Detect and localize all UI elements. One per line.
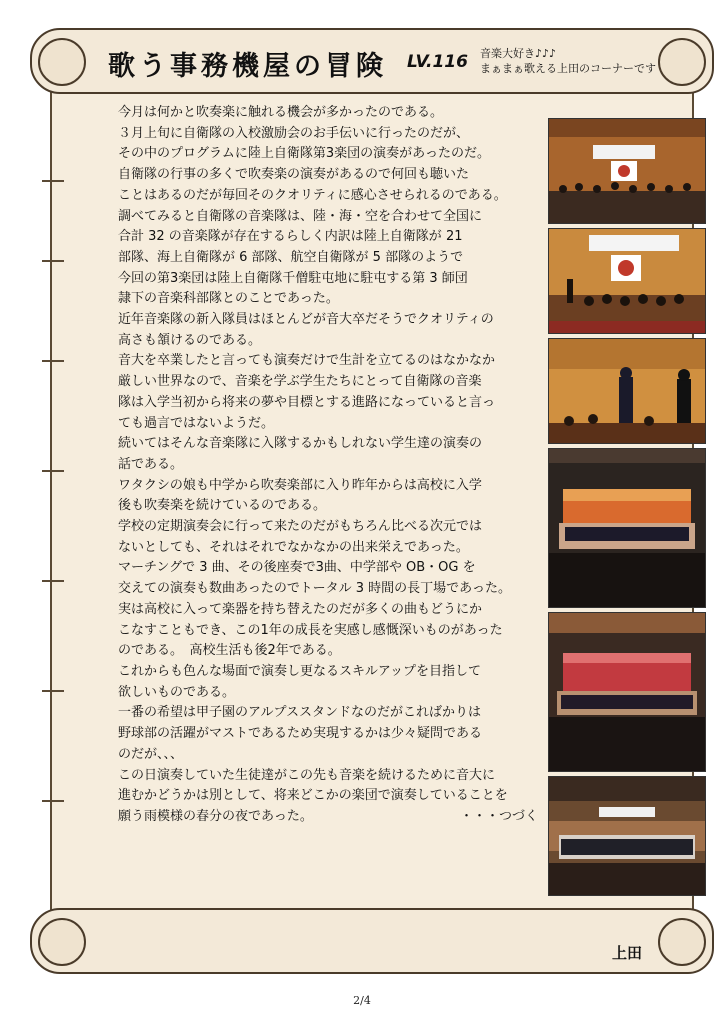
article-line: ３月上旬に自衛隊の入校激励会のお手伝いに行ったのだが、 xyxy=(118,125,470,141)
article-body xyxy=(118,103,548,828)
concert-photo-icon xyxy=(549,613,705,771)
subtitle-line: 音楽大好き♪♪♪ xyxy=(480,47,557,60)
article-line: 自衛隊の行事の多くで吹奏楽の演奏があるので何回も聴いた xyxy=(118,167,470,183)
article-line: 合計 32 の音楽隊が存在するらしく内訳は陸上自衛隊が 21 xyxy=(118,229,463,245)
article-line: 話である。 xyxy=(118,456,184,472)
article-line: のだが、、、 xyxy=(118,746,184,762)
article-line: 今回の第3楽団は陸上自衛隊千僧駐屯地に駐屯する第 3 師団 xyxy=(118,270,468,286)
article-line: ても過言ではないようだ。 xyxy=(118,415,275,431)
photo-school-concert-3 xyxy=(548,776,706,896)
article-line: その中のプログラムに陸上自衛隊第3楽団の演奏があったのだ。 xyxy=(118,146,491,162)
article-line: 隷下の音楽科部隊とのことであった。 xyxy=(118,291,339,307)
article-line: 実は高校に入って楽器を持ち替えたのだが多くの曲もどうにか xyxy=(118,601,483,617)
author-name: 上田 xyxy=(612,944,643,962)
article-line: こなすこともでき、この1年の成長を実感し感慨深いものがあった xyxy=(118,622,503,638)
article-line: 調べてみると自衛隊の音楽隊は、陸・海・空を合わせて全国に xyxy=(118,208,483,224)
article-line: 今月は何かと吹奏楽に触れる機会が多かったのである。 xyxy=(118,105,444,120)
article-line: 進むかどうかは別として、将来どこかの楽団で演奏していることを xyxy=(118,788,508,804)
edge-notch xyxy=(42,360,64,362)
scroll-curl-icon xyxy=(38,918,86,966)
edge-notch xyxy=(42,690,64,692)
edge-notch xyxy=(42,180,64,182)
photo-conductor xyxy=(548,338,706,444)
concert-photo-icon xyxy=(549,229,705,333)
photo-school-concert-2 xyxy=(548,612,706,772)
article-line: 学校の定期演奏会に行って来たのだがもちろん比べる次元では xyxy=(118,519,483,535)
level-label: LV.116 xyxy=(407,52,468,72)
photo-school-concert-1 xyxy=(548,448,706,608)
scroll-bottom-roll xyxy=(30,908,714,974)
article-line: 野球部の活躍がマストであるため実現するかは少々疑問である xyxy=(118,726,483,742)
concert-photo-icon xyxy=(549,449,705,607)
photo-band-stage-2 xyxy=(548,228,706,334)
scroll-curl-icon xyxy=(38,38,86,86)
article-line: 近年音楽隊の新入隊員はほとんどが音大卒だそうでクオリティの xyxy=(118,312,494,328)
article-line: これからも色んな場面で演奏し更なるスキルアップを目指して xyxy=(118,663,481,679)
article-line: 欲しいものである。 xyxy=(118,684,236,700)
article-line: 後も吹奏楽を続けているのである。 xyxy=(118,498,327,514)
subtitle-line: まぁまぁ歌える上田のコーナーです xyxy=(480,62,656,75)
article-last-line xyxy=(118,807,538,828)
concert-photo-icon xyxy=(549,339,705,443)
article-line: 部隊、海上自衛隊が 6 部隊、航空自衛隊が 5 部隊のようで xyxy=(118,249,464,265)
edge-notch xyxy=(42,260,64,262)
edge-notch xyxy=(42,800,64,802)
article-line: 願う雨模様の春分の夜であった。 xyxy=(118,808,313,824)
continued-mark: ・・・つづく xyxy=(459,808,538,824)
scroll-curl-icon xyxy=(658,38,706,86)
article-line: のである。 高校生活も後2年である。 xyxy=(118,643,341,659)
column-subtitle xyxy=(480,46,656,76)
article-line: 音大を卒業したと言っても演奏だけで生計を立てるのはなかなか xyxy=(118,353,496,369)
scroll-curl-icon xyxy=(658,918,706,966)
column-title: 歌う事務機屋の冒険 xyxy=(108,51,387,82)
article-line: 隊は入学当初から将来の夢や目標とする進路になっていると言っ xyxy=(118,394,496,410)
edge-notch xyxy=(42,470,64,472)
article-line: 高さも頷けるのである。 xyxy=(118,332,262,348)
article-line: ワタクシの娘も中学から吹奏楽部に入り昨年からは高校に入学 xyxy=(118,477,482,493)
article-line: ことはあるのだが毎回そのクオリティに感心させられるのである。 xyxy=(118,187,507,203)
photo-band-stage-1 xyxy=(548,118,706,224)
article-line: マーチングで 3 曲、その後座奏で3曲、中学部や OB・OG を xyxy=(118,560,476,576)
concert-photo-icon xyxy=(549,777,705,895)
article-line: 続いてはそんな音楽隊に入隊するかもしれない学生達の演奏の xyxy=(118,436,483,452)
article-line: 厳しい世界なので、音楽を学ぶ学生たちにとって自衛隊の音楽 xyxy=(118,374,482,390)
edge-notch xyxy=(42,580,64,582)
concert-photo-icon xyxy=(549,119,705,223)
article-line: 交えての演奏も数曲あったのでトータル 3 時間の長丁場であった。 xyxy=(118,581,512,597)
article-line: この日演奏していた生徒達がこの先も音楽を続けるために音大に xyxy=(118,767,496,783)
article-line: ないとしても、それはそれでなかなかの出来栄えであった。 xyxy=(118,539,469,555)
page-number: 2/4 xyxy=(353,994,371,1007)
article-line: 一番の希望は甲子園のアルプススタンドなのだがこればかりは xyxy=(118,705,481,721)
